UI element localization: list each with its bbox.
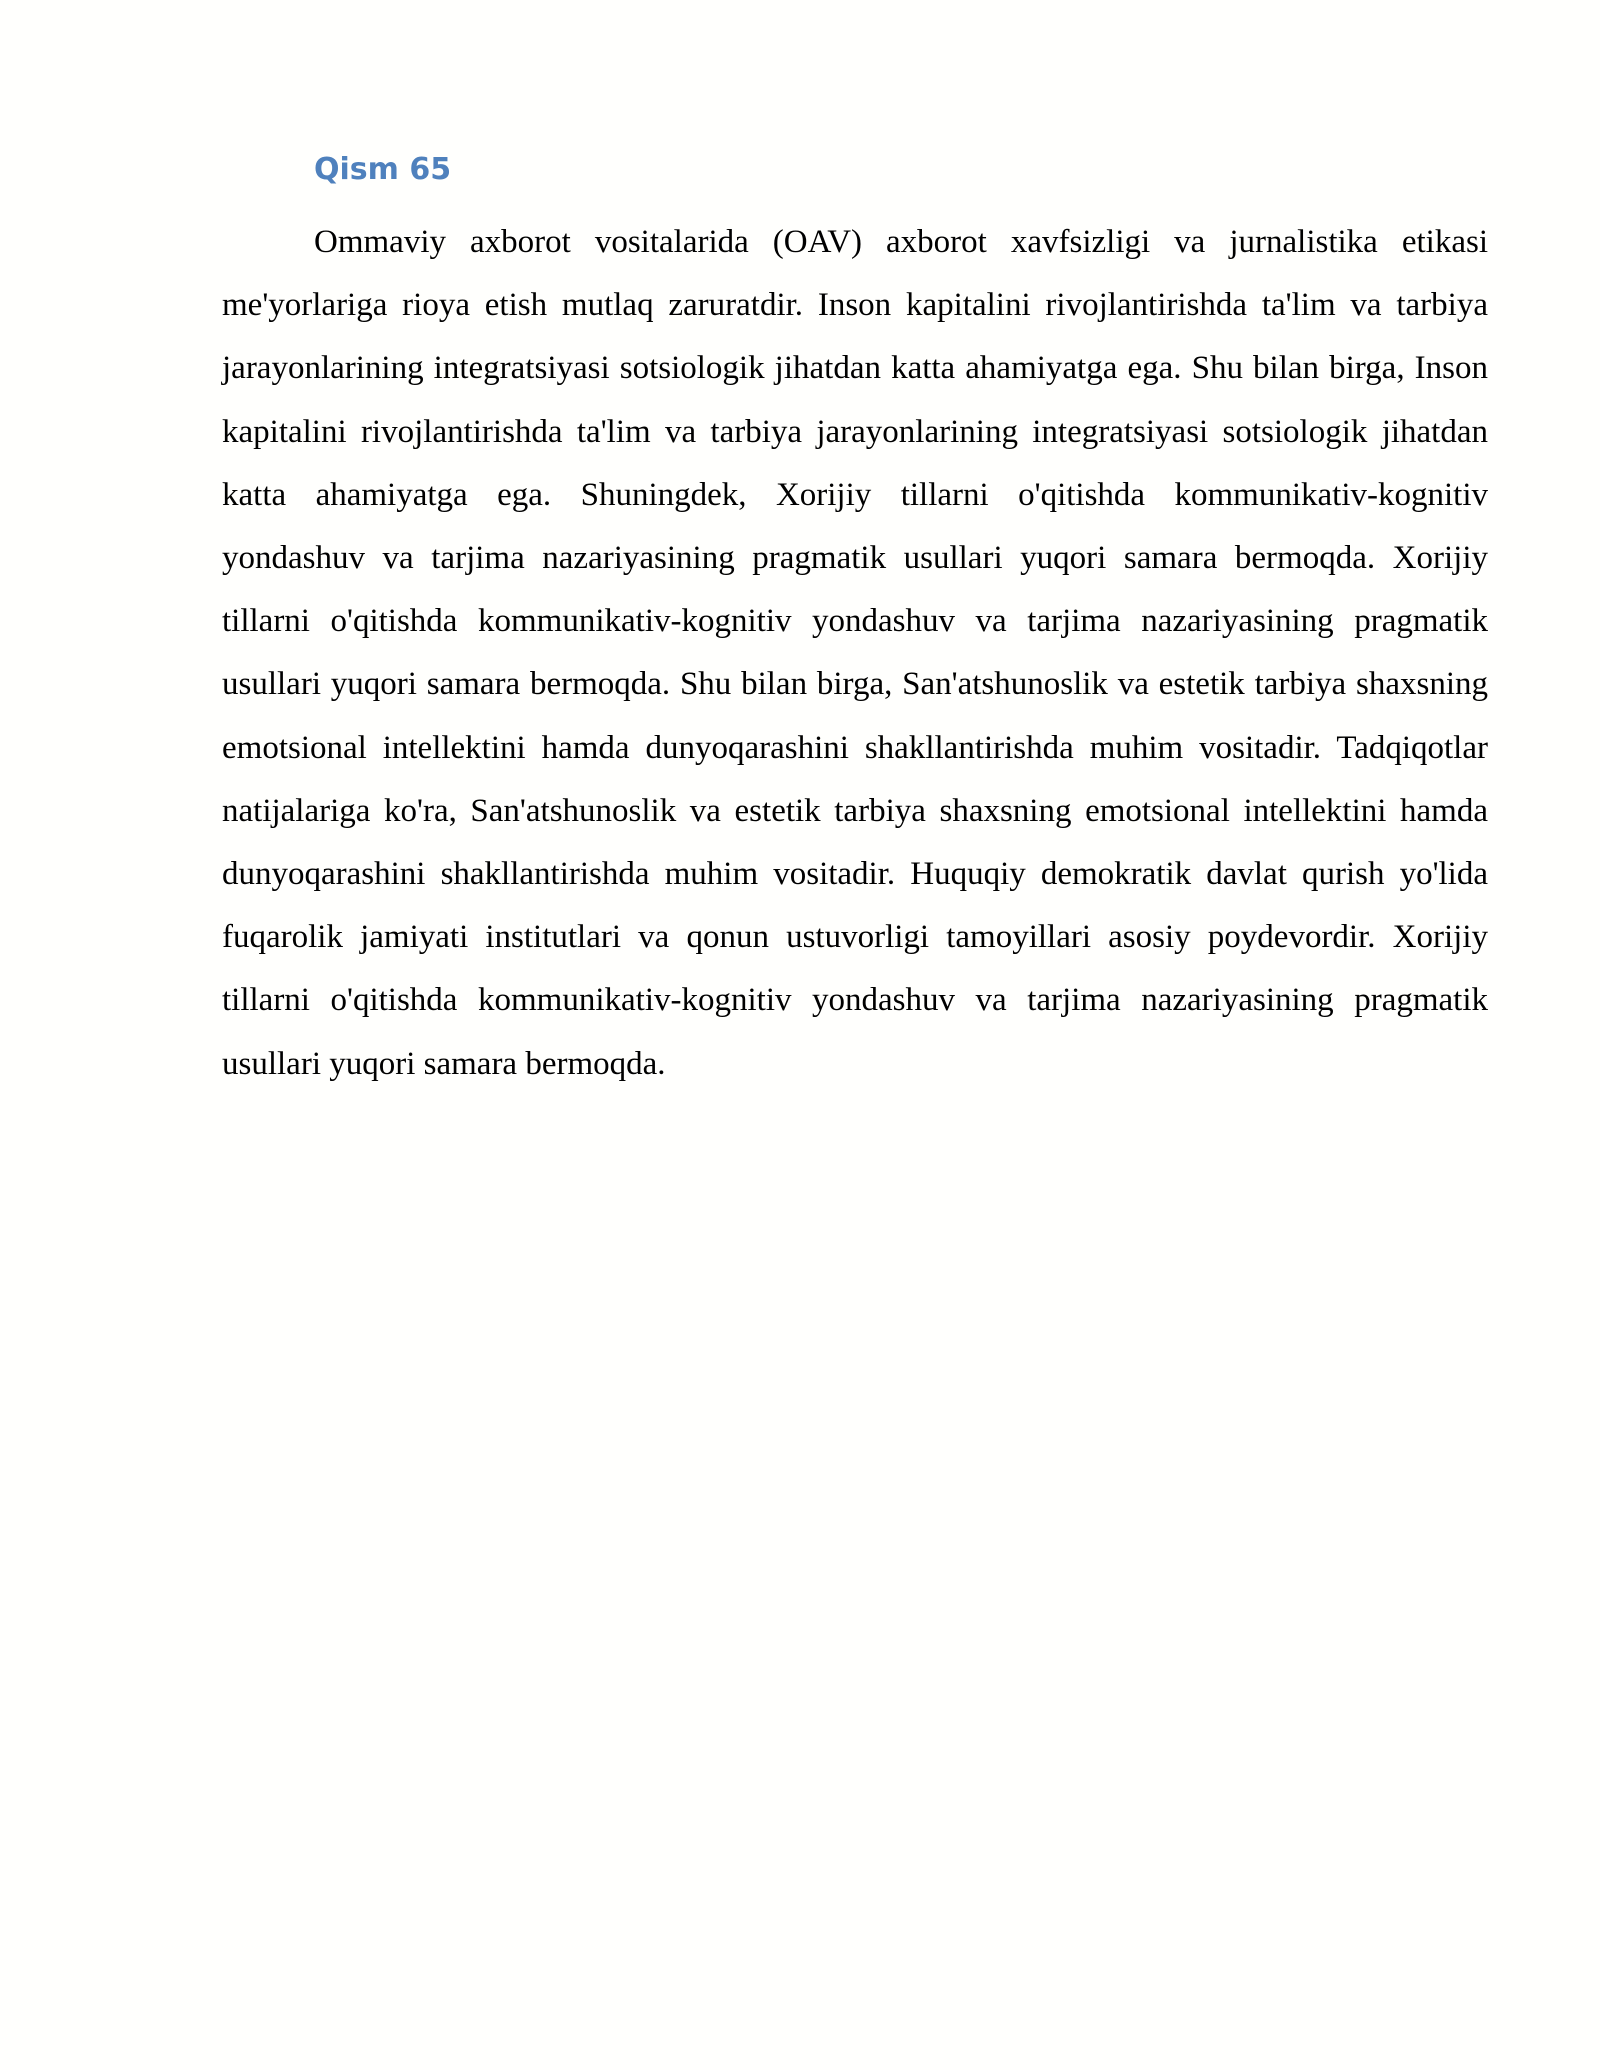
section-heading: Qism 65 — [314, 152, 452, 187]
body-paragraph: Ommaviy axborot vositalarida (OAV) axborot xavfsizligi va jurnalistika etikasi me'yorlariga rioya etish mutlaq zaruratdir. Inson kapitalini rivojlantirishda ta'lim va tarbiya jarayonlarining integratsiyasi sotsiologik jihatdan katta ahamiyatga ega. Shu bilan birga, Inson kapitalini rivojlantirishda ta'lim va tarbiya jarayonlarining integratsiyasi sotsiologik jihatdan katta ahamiyatga ega. Shuningdek, Xorijiy tillarni o'qitishda kommunikativ-kognitiv yondashuv va tarjima nazariyasining pragmatik usullari yuqori samara bermoqda. Xorijiy tillarni o'qitishda kommunikativ-kognitiv yondashuv va tarjima nazariyasining pragmatik usullari yuqori samara bermoqda. Shu bilan birga, San'atshunoslik va estetik tarbiya shaxsning emotsional intellektini hamda dunyoqarashini shakllantirishda muhim vositadir. Tadqiqotlar natijalariga ko'ra, San'atshunoslik va estetik tarbiya shaxsning emotsional intellektini hamda dunyoqarashini shakllantirishda muhim vositadir. Huquqiy demokratik davlat qurish yo'lida fuqarolik jamiyati institutlari va qonun ustuvorligi tamoyillari asosiy poydevordir. Xorijiy tillarni o'qitishda kommunikativ-kognitiv yondashuv va tarjima nazariyasining pragmatik usullari yuqori samara bermoqda. — [222, 224, 1488, 1082]
